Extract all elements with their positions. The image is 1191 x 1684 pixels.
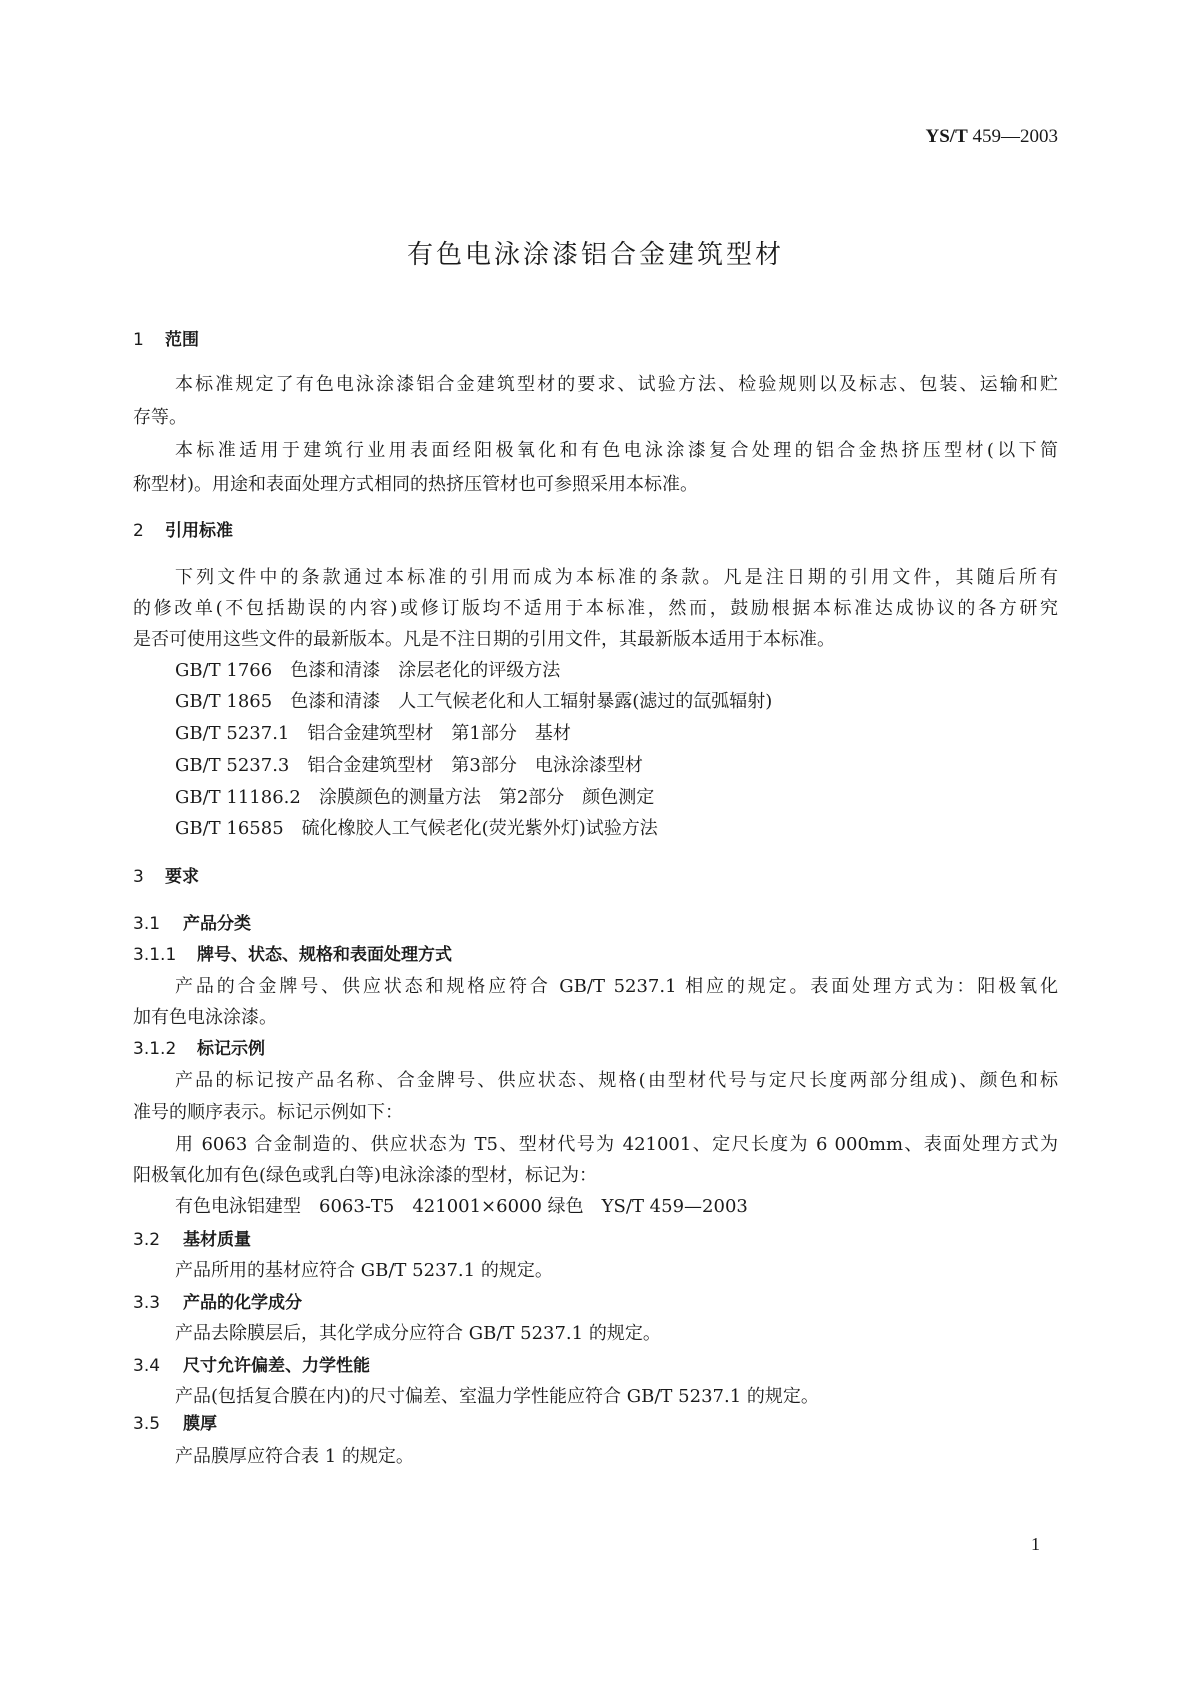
reference-part: 涂层老化的评级方法	[398, 660, 561, 681]
section-number: 3.5	[133, 1414, 161, 1434]
reference-item	[175, 786, 672, 810]
section-title: 产品分类	[183, 914, 251, 934]
paragraph-line: 产品的标记按产品名称、合金牌号、供应状态、规格(由型材代号与定尺长度两部分组成)、颜色和标	[175, 1070, 1058, 1091]
reference-part: 硫化橡胶人工气候老化(荧光紫外灯)试验方法	[301, 818, 658, 839]
section-2-heading	[133, 519, 233, 543]
paragraph-line: 存等。	[133, 407, 187, 428]
section-title: 基材质量	[183, 1230, 251, 1250]
paragraph-line: 产品所用的基材应符合 GB/T 5237.1 的规定。	[175, 1260, 553, 1281]
section-title: 产品的化学成分	[183, 1293, 302, 1313]
document-title: 有色电泳涂漆铝合金建筑型材	[406, 240, 784, 270]
reference-part: 色漆和清漆	[290, 691, 381, 712]
reference-code: GB/T 1766	[175, 660, 273, 681]
reference-item	[175, 659, 578, 683]
section-number: 2	[133, 521, 144, 541]
section-1-heading	[133, 328, 199, 352]
reference-item	[175, 817, 676, 841]
standard-number: 459—2003	[972, 126, 1058, 147]
paragraph-line: 的修改单(不包括勘误的内容)或修订版均不适用于本标准，然而，鼓励根据本标准达成协议的各方研究	[133, 598, 1058, 619]
section-number: 3.1	[133, 914, 161, 934]
paragraph-line: 是否可使用这些文件的最新版本。凡是不注日期的引用文件，其最新版本适用于本标准。	[133, 629, 835, 650]
marking-example: 有色电泳铝建型 6063-T5 421001×6000 绿色 YS/T 459—2003	[175, 1196, 748, 1217]
reference-part: 铝合金建筑型材	[307, 755, 434, 776]
reference-code: GB/T 16585	[175, 818, 284, 839]
paragraph-line: 产品(包括复合膜在内)的尺寸偏差、室温力学性能应符合 GB/T 5237.1 的规定。	[175, 1386, 819, 1407]
reference-part: 基材	[534, 723, 571, 744]
subsection-3-1-1-heading	[133, 943, 452, 967]
reference-part: 电泳涂漆型材	[534, 755, 643, 776]
reference-item	[175, 690, 790, 714]
paragraph-line: 下列文件中的条款通过本标准的引用而成为本标准的条款。凡是注日期的引用文件，其随后所有	[175, 567, 1058, 588]
paragraph-line: 准号的顺序表示。标记示例如下：	[133, 1102, 403, 1123]
section-number: 3.4	[133, 1356, 161, 1376]
section-number: 3.2	[133, 1230, 161, 1250]
reference-part: 第1部分	[451, 723, 517, 744]
paragraph-line: 称型材)。用途和表面处理方式相同的热挤压管材也可参照采用本标准。	[133, 474, 699, 495]
paragraph-line: 本标准规定了有色电泳涂漆铝合金建筑型材的要求、试验方法、检验规则以及标志、包装、运输和贮	[175, 374, 1058, 395]
reference-part: 人工气候老化和人工辐射暴露(滤过的氙弧辐射)	[398, 691, 773, 712]
section-title: 膜厚	[183, 1414, 217, 1434]
reference-code: GB/T 5237.1	[175, 723, 290, 744]
paragraph-line: 阳极氧化加有色(绿色或乳白等)电泳涂漆的型材，标记为：	[133, 1165, 598, 1186]
paragraph-line: 本标准适用于建筑行业用表面经阳极氧化和有色电泳涂漆复合处理的铝合金热挤压型材(以下简	[175, 440, 1058, 461]
reference-part: 涂膜颜色的测量方法	[318, 787, 481, 808]
page-number: 1	[1031, 1534, 1040, 1554]
reference-code: GB/T 1865	[175, 691, 273, 712]
section-title: 标记示例	[197, 1039, 265, 1059]
reference-part: 铝合金建筑型材	[307, 723, 434, 744]
section-title: 引用标准	[165, 521, 233, 541]
section-title: 牌号、状态、规格和表面处理方式	[197, 945, 452, 965]
section-number: 1	[133, 330, 144, 350]
subsection-3-5-heading	[133, 1412, 217, 1436]
standard-prefix: YS/T	[925, 126, 968, 147]
reference-code: GB/T 5237.3	[175, 755, 290, 776]
reference-item	[175, 722, 589, 746]
reference-part: 第2部分	[498, 787, 565, 808]
paragraph-line: 产品去除膜层后，其化学成分应符合 GB/T 5237.1 的规定。	[175, 1323, 661, 1344]
subsection-3-3-heading	[133, 1291, 302, 1315]
section-title: 要求	[165, 867, 199, 887]
reference-code: GB/T 11186.2	[175, 787, 301, 808]
section-number: 3	[133, 867, 144, 887]
section-number: 3.3	[133, 1293, 161, 1313]
paragraph-line: 产品膜厚应符合表 1 的规定。	[175, 1446, 414, 1467]
reference-part: 色漆和清漆	[290, 660, 381, 681]
reference-part: 第3部分	[451, 755, 517, 776]
subsection-3-2-heading	[133, 1228, 251, 1252]
reference-part: 颜色测定	[582, 787, 655, 808]
section-number: 3.1.1	[133, 945, 177, 965]
paragraph-line: 用 6063 合金制造的、供应状态为 T5、型材代号为 421001、定尺长度为 6 000mm、表面处理方式为	[175, 1134, 1058, 1155]
standard-code	[926, 126, 1059, 148]
subsection-3-1-2-heading	[133, 1037, 265, 1061]
section-title: 范围	[165, 330, 199, 350]
paragraph-line: 产品的合金牌号、供应状态和规格应符合 GB/T 5237.1 相应的规定。表面处理方式为：阳极氧化	[175, 976, 1058, 997]
section-3-heading	[133, 865, 199, 889]
paragraph-line: 加有色电泳涂漆。	[133, 1007, 277, 1028]
section-title: 尺寸允许偏差、力学性能	[183, 1356, 370, 1376]
subsection-3-4-heading	[133, 1354, 370, 1378]
reference-item	[175, 754, 661, 778]
subsection-3-1-heading	[133, 912, 251, 936]
section-number: 3.1.2	[133, 1039, 177, 1059]
